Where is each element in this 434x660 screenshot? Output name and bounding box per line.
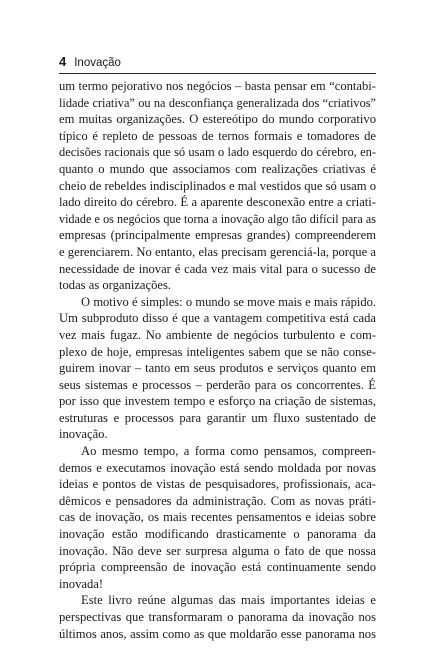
text-line: inovada! [59,576,104,591]
text-line: lidade criativa” ou na desconfiança generalizada dos “criativos” [59,95,376,110]
text-line: Ao mesmo tempo, a forma como pensamos, compreen- [81,444,376,459]
text-line: estruturas e processos para garantir um fluxo sustentado de [59,410,376,425]
section-title: Inovação [74,57,121,69]
text-line: Este livro reúne algumas das mais importantes ideias e [81,593,376,608]
text-line: empresas (principalmente empresas grandes) compreenderem [59,228,376,243]
text-line: cas de inovação, os mais recentes pensamentos e ideias sobre [59,510,376,525]
text-line: Um subproduto disso é que a vantagem competitiva está cada [59,311,376,326]
running-header [59,54,121,69]
text-line: e gerenciarem. No entanto, elas precisam gerenciá-la, porque a [59,244,376,259]
text-line: últimos anos, assim como as que moldarão esse panorama nos [59,626,376,641]
text-line: cheio de rebeldes indisciplinados e mal vestidos que só usam o [59,178,376,193]
text-line: seus sistemas e processos – perderão para os concorrentes. É [59,377,376,392]
text-line: inovação. [59,427,108,442]
text-line: guirem inovar – tanto em seus produtos e serviços quanto em [59,361,376,376]
text-line: inovação. Não deve ser surpresa alguma o fato de que nossa [59,543,376,558]
page-number: 4 [59,54,67,69]
text-line: dêmicos e pensadores da administração. Com as novas práti- [59,493,376,508]
body-text [59,78,376,642]
text-line: necessidade de inovar é cada vez mais vital para o sucesso de [59,261,376,276]
text-line: O motivo é simples: o mundo se move mais e mais rápido. [81,294,376,309]
text-line: típico é repleto de pessoas de ternos formais e tomadores de [59,128,376,143]
text-line: demos e executamos inovação está sendo moldada por novas [59,460,376,475]
text-line: perspectivas que transformaram o panorama da inovação nos [59,610,376,624]
text-line: decisões racionais que só usam o lado esquerdo do cérebro, en- [59,145,376,160]
text-line: todas as organizações. [59,278,172,293]
text-line: por isso que investem tempo e esforço na criação de sistemas, [59,394,376,409]
text-line: um termo pejorativo nos negócios – basta pensar em “contabi- [59,79,376,93]
text-line: própria compreensão de inovação está continuamente sendo [59,560,376,575]
text-line: vez mais fugaz. No ambiente de negócios turbulento e com- [59,327,376,342]
text-line: plexo de hoje, empresas inteligentes sabem que se não conse- [59,344,376,359]
text-line: ideias e pontos de vistas de pesquisadores, profissionais, aca- [59,477,376,492]
text-line: quanto o mundo que associamos com realizações criativas é [59,161,376,176]
text-line: lado direito do cérebro. É a aparente desconexão entre a criati- [59,195,376,210]
header-rule [59,73,376,74]
text-line: em muitas organizações. O estereótipo do mundo corporativo [59,112,376,127]
text-line: vidade e os negócios que torna a inovação algo tão difícil para as [59,211,376,226]
text-line: inovação estão modificando drasticamente o panorama da [59,527,376,542]
